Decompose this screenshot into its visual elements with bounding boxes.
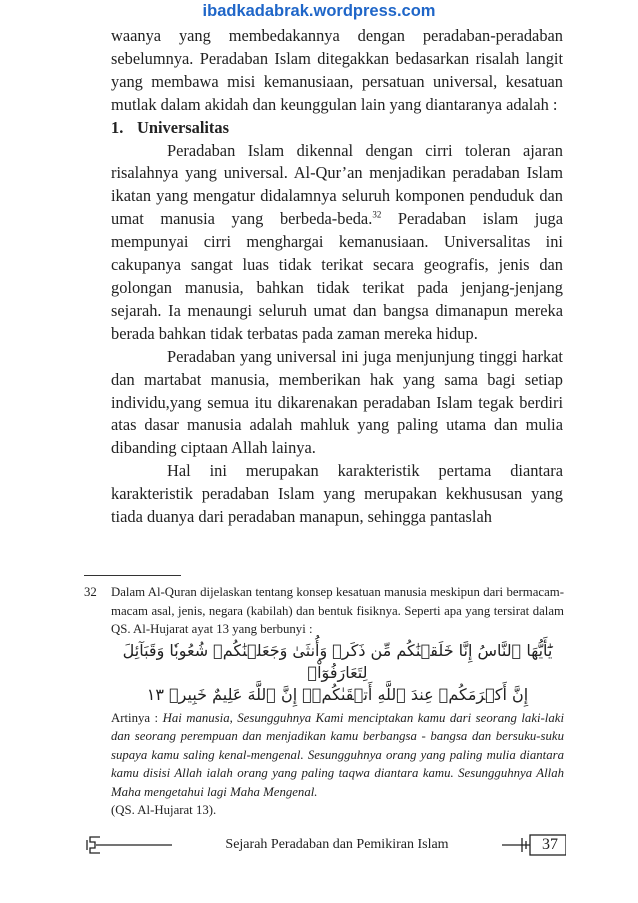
watermark-url: ibadkadabrak.wordpress.com (202, 2, 436, 20)
footer-book-title: Sejarah Peradaban dan Pemikiran Islam (172, 836, 502, 854)
paragraph-3: Peradaban yang universal ini juga menjunjung tinggi harkat dan martabat manusia, memberikan hak yang sama bagi setiap individu,yang semua itu dikarenakan peradaban Islam tegak berdiri atas dasar manusia adalah mahluk yang paling utama dan mulia dibanding ciptaan Allah lainya. (111, 346, 563, 458)
translation-text: Hai manusia, Sesungguhnya Kami menciptakan kamu dari seorang laki-laki dan seorang perempuan dan menjadikan kamu berbangsa - bangsa dan bersuku-suku supaya kamu saling kenal-mengenal. Sesungguhnya orang yang paling mulia diantara kamu disisi Allah ialah orang yang paling taqwa diantara kamu. Sesungguhnya Allah Maha mengetahui lagi Maha Mengenal. (111, 710, 565, 799)
paragraph-4: Hal ini merupakan karakteristik pertama diantara karakteristik peradaban Islam yang merupakan kekhususan yang tiada duanya dari peradaban manapun, sehingga pantaslah (111, 461, 563, 527)
quran-verse-arabic (111, 640, 564, 706)
section-heading (111, 117, 563, 140)
arabic-line-1: يَٰٓأَيُّهَا ٱلنَّاسُ إِنَّا خَلَقۡنَٰكُم مِّن ذَكَرٖ وَأُنثَىٰ وَجَعَلۡنَٰكُمۡ شُعُوبٗا وَقَبَآئِلَ لِتَعَارَفُوٓاْۚ (122, 640, 553, 682)
translation-label: Artinya : (111, 710, 163, 725)
footnote-translation (111, 709, 564, 802)
page-number: 37 (542, 836, 558, 853)
footnote-source: (QS. Al-Hujarat 13). (111, 803, 217, 817)
main-text (111, 25, 563, 529)
heading-text: Universalitas (137, 117, 229, 137)
footnote-reference[interactable]: 32 (372, 209, 382, 220)
footnote-text: Dalam Al-Quran dijelaskan tentang konsep kesatuan manusia meskipun dari bermacam-macam asal, jenis, negara (kabilah) dan bentuk fisiknya. Seperti apa yang tersirat dalam QS. Al-Hujarat ayat 13 yang berbunyi : (111, 585, 564, 636)
paragraph-2-part-a: Peradaban Islam dikennal dengan cirri toleran ajaran risalahnya yang universal. Al-Qur’an menjadikan peradaban Islam ikatan yang mengatur didalamnya seluruh komponen penduduk dan umat manusia yang berbeda-beda. (111, 140, 563, 229)
page-footer (86, 834, 566, 856)
footnote-number: 32 (84, 585, 97, 599)
footnote-divider (84, 575, 181, 576)
heading-number: 1. (111, 117, 124, 137)
footnote (84, 583, 564, 820)
paragraph-2 (111, 140, 563, 346)
paragraph-2-part-b: Peradaban islam juga mempunyai cirri menghargai kemanusiaan. Universalitas ini cakupanya sangat luas tidak terikat secara geografis, jenis dan golongan manusia, bahkan tidak terikat pada jenjang-jenjang sejarah. Ia menaungi seluruh umat dan bangsa dimanapun mereka berada bahkan tidak terbatas pada zaman mereka hidup. (111, 209, 563, 343)
paragraph-1: waanya yang membedakannya dengan peradaban-peradaban sebelumnya. Peradaban Islam ditegakkan bedasarkan risalah langit yang membawa misi kemanusiaan, persatuan universal, kesatuan mutlak dalam akidah dan keunggulan lain yang diantaranya adalah : (111, 26, 563, 114)
arabic-line-2: إِنَّ أَكۡرَمَكُمۡ عِندَ ٱللَّهِ أَتۡقَىٰكُمۡۚ إِنَّ ٱللَّهَ عَلِيمٌ خَبِيرٞ ١٣ (146, 684, 529, 704)
